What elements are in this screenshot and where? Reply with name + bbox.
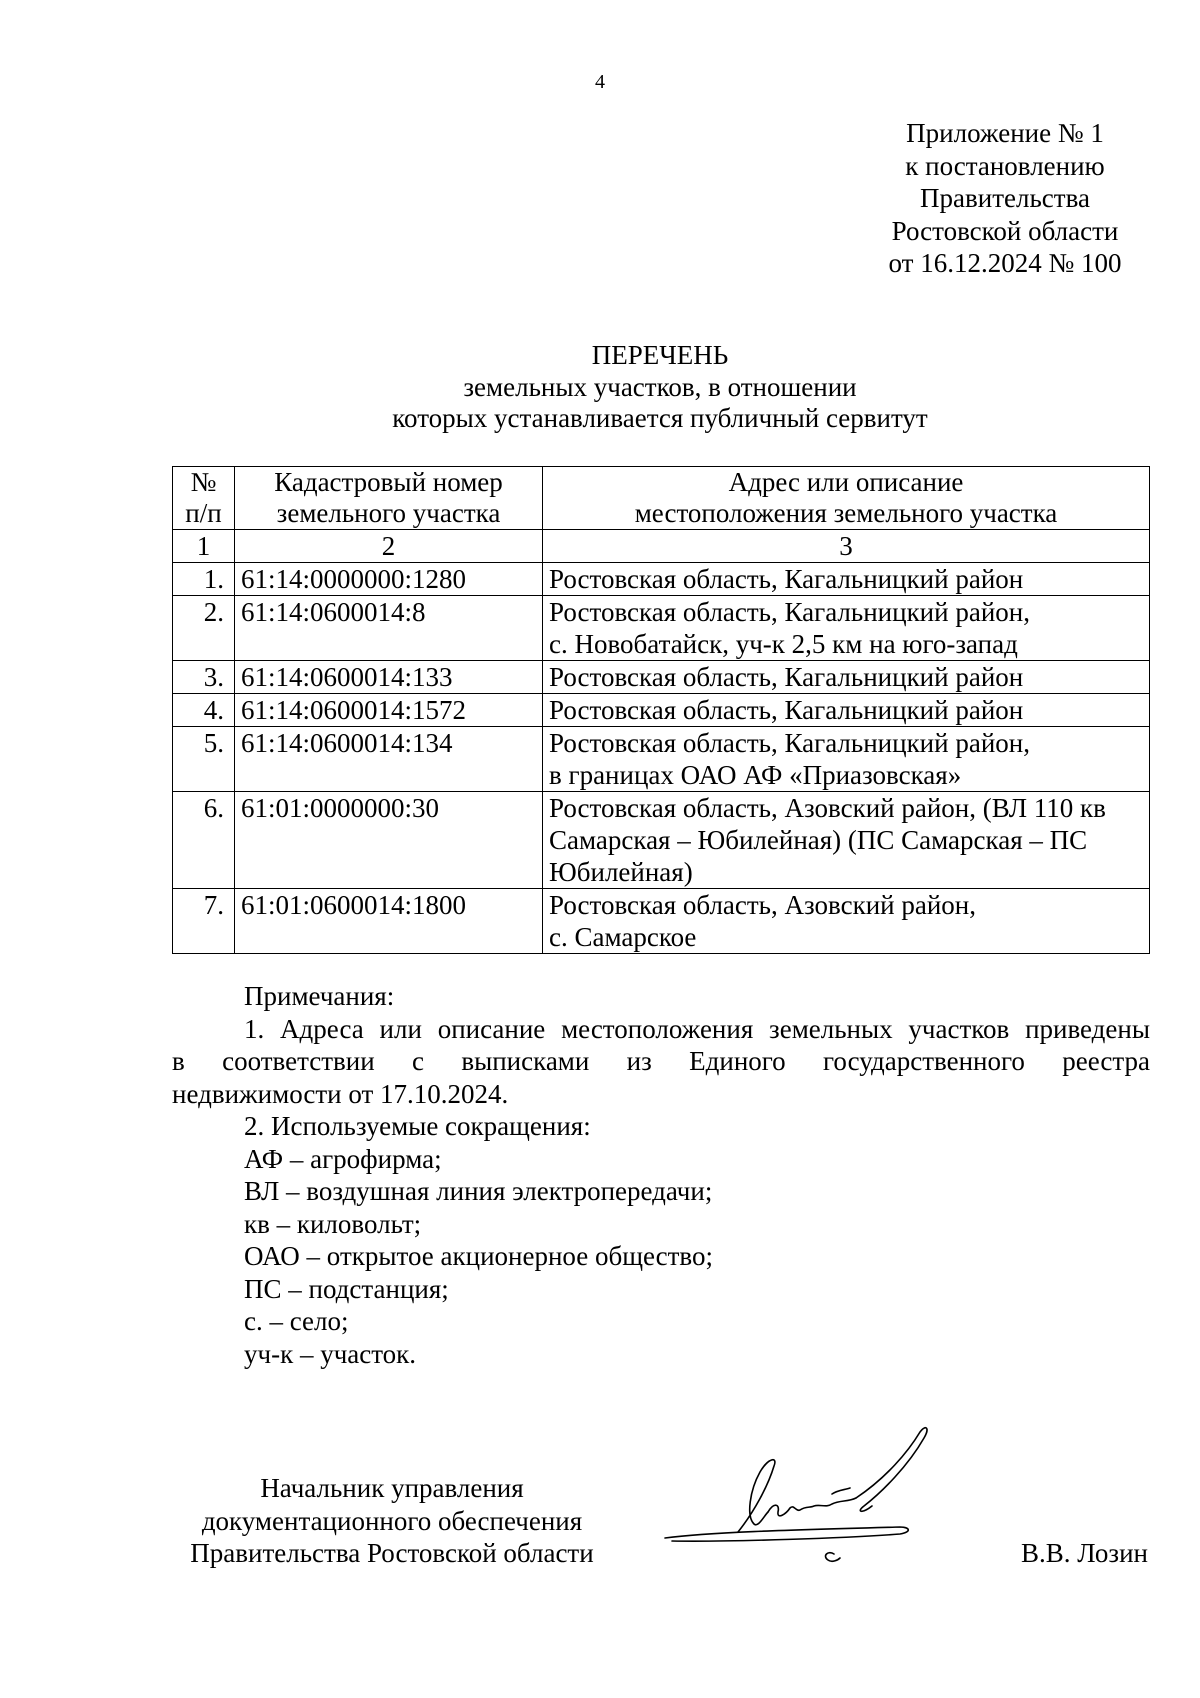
table-row: [173, 661, 1150, 694]
row-cadastral: 61:14:0600014:133: [235, 661, 543, 694]
signatory-position: [172, 1472, 612, 1570]
row-address: Ростовская область, Азовский район, с. Самарское: [543, 889, 1150, 954]
title-subtitle-line: которых устанавливается публичный сервитут: [392, 403, 928, 433]
appendix-block: [840, 117, 1170, 280]
row-num: 3.: [173, 661, 235, 694]
abbreviation-item: ОАО – открытое акционерное общество;: [244, 1241, 713, 1271]
abbreviation-item: с. – село;: [244, 1306, 349, 1336]
row-address: Ростовская область, Кагальницкий район, с. Новобатайск, уч-к 2,5 км на юго-запад: [543, 596, 1150, 661]
parcels-table: [172, 466, 1150, 954]
table-row: [173, 889, 1150, 954]
header-cadastral: Кадастровый номер земельного участка: [235, 467, 543, 530]
appendix-line: Правительства: [920, 183, 1090, 213]
note-2-heading: 2. Используемые сокращения:: [244, 1111, 591, 1141]
row-num: 7.: [173, 889, 235, 954]
table-row: [173, 694, 1150, 727]
appendix-line: Приложение № 1: [906, 118, 1104, 148]
abbreviation-item: кв – киловольт;: [244, 1208, 422, 1239]
column-number: 2: [235, 530, 543, 563]
row-cadastral: 61:14:0600014:8: [235, 596, 543, 661]
note-1-line: недвижимости от 17.10.2024.: [172, 1078, 509, 1109]
signatory-position-line: Правительства Ростовской области: [190, 1538, 594, 1568]
signatory-position-line: документационного обеспечения: [201, 1505, 583, 1536]
row-cadastral: 61:14:0600014:134: [235, 727, 543, 792]
row-num: 6.: [173, 792, 235, 889]
table-header-row: [173, 467, 1150, 530]
column-number: 3: [543, 530, 1150, 563]
row-cadastral: 61:01:0600014:1800: [235, 889, 543, 954]
signatory-position-line: Начальник управления: [260, 1473, 524, 1503]
document-title: [0, 340, 1200, 435]
table-row: [173, 563, 1150, 596]
table-row: [173, 596, 1150, 661]
row-num: 2.: [173, 596, 235, 661]
note-1-line: 1. Адреса или описание местоположения земельных участков приведены: [244, 1013, 1150, 1044]
abbreviation-item: АФ – агрофирма;: [244, 1143, 442, 1174]
signer-name: В.В. Лозин: [1021, 1538, 1148, 1568]
note-1-line: в соответствии с выписками из Единого государственного реестра: [172, 1046, 1150, 1076]
row-cadastral: 61:14:0600014:1572: [235, 694, 543, 727]
table-row: [173, 727, 1150, 792]
handwritten-signature: [650, 1420, 980, 1580]
header-address: Адрес или описание местоположения земельного участка: [543, 467, 1150, 530]
abbreviation-item: уч-к – участок.: [244, 1338, 417, 1369]
row-address: Ростовская область, Кагальницкий район: [543, 563, 1150, 596]
appendix-line: Ростовской области: [891, 215, 1119, 246]
row-cadastral: 61:01:0000000:30: [235, 792, 543, 889]
row-address: Ростовская область, Кагальницкий район, в границах ОАО АФ «Приазовская»: [543, 727, 1150, 792]
row-address: Ростовская область, Кагальницкий район: [543, 661, 1150, 694]
column-numbers-row: [173, 530, 1150, 563]
table-row: [173, 792, 1150, 889]
header-num: № п/п: [173, 467, 235, 530]
row-address: Ростовская область, Кагальницкий район: [543, 694, 1150, 727]
appendix-line: от 16.12.2024 № 100: [888, 248, 1122, 278]
column-number: 1: [173, 530, 235, 563]
abbreviation-item: ПС – подстанция;: [244, 1273, 449, 1304]
row-num: 1.: [173, 563, 235, 596]
row-address: Ростовская область, Азовский район, (ВЛ 110 кв Самарская – Юбилейная) (ПС Самарская – ПС Юбилейная): [543, 792, 1150, 889]
row-num: 4.: [173, 694, 235, 727]
appendix-line: к постановлению: [905, 150, 1105, 181]
row-num: 5.: [173, 727, 235, 792]
abbreviation-item: ВЛ – воздушная линия электропередачи;: [244, 1176, 713, 1206]
notes-section: [172, 980, 1150, 1370]
title-subtitle-line: земельных участков, в отношении: [463, 371, 857, 402]
page-number: 4: [595, 71, 605, 93]
notes-heading: Примечания:: [244, 981, 395, 1011]
title-heading: ПЕРЕЧЕНЬ: [591, 340, 729, 370]
row-cadastral: 61:14:0000000:1280: [235, 563, 543, 596]
